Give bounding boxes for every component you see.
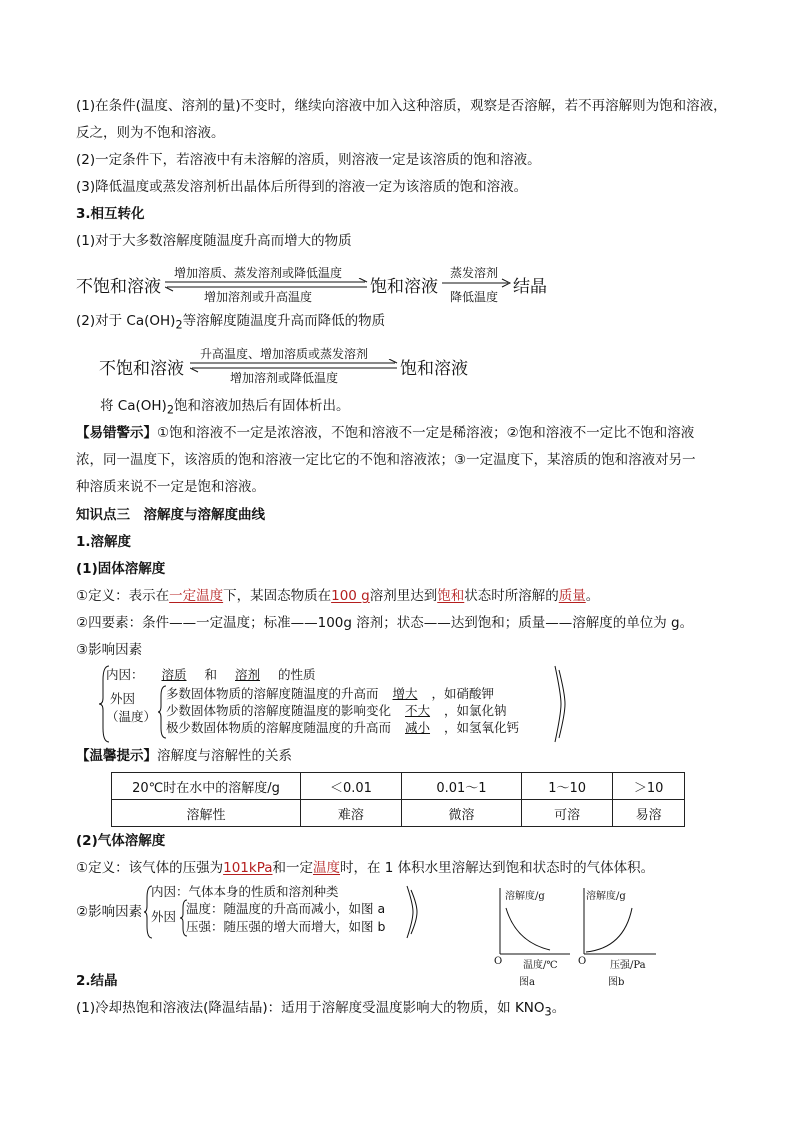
figure-b-ylabel: 溶解度/g (586, 891, 626, 902)
arrow-top-label: 升高温度、增加溶质或蒸发溶剂 (200, 347, 369, 361)
right-bracket (405, 884, 419, 940)
figure-a-caption: 图a (519, 977, 535, 988)
text-line: (1)对于大多数溶解度随温度升高而增大的物质 (76, 233, 352, 249)
arrow-bottom-label: 增加溶剂或升高温度 (204, 290, 313, 304)
warning-line: 种溶质来说不一定是饱和溶液。 (76, 479, 265, 495)
factors-label: ②影响因素 (76, 904, 143, 920)
figure-a-xlabel: 温度/℃ (523, 960, 558, 971)
right-bracket (553, 664, 567, 744)
table-cell: ＜0.01 (301, 773, 402, 800)
tip-label: 【温馨提示】 (76, 748, 157, 764)
double-arrow (190, 359, 400, 373)
arrow2-top-label: 蒸发溶剂 (450, 266, 499, 280)
text-line: ②四要素：条件——一定温度；标准——100g 溶剂；状态——达到饱和；质量——溶解度的单位为 g。 (76, 615, 694, 631)
section-heading: 知识点三 溶解度与溶解度曲线 (76, 507, 265, 523)
table-row (112, 800, 685, 827)
outer-label: 外因 (151, 909, 177, 924)
outer-factor-line: 极少数固体物质的溶解度随温度的升高而 减小 ，如氢氧化钙 (166, 720, 520, 735)
subsection-heading: 1.溶解度 (76, 534, 132, 550)
table-cell: 20℃时在水中的溶解度/g (112, 773, 301, 800)
table-cell: 溶解性 (112, 800, 301, 827)
blank-answer: 质量 (558, 588, 586, 604)
outer-label-sub: （温度） (106, 709, 157, 724)
outer-factor-line: 多数固体物质的溶解度随温度的升高而 增大 ，如硝酸钾 (166, 686, 495, 701)
table-cell: 难溶 (301, 800, 402, 827)
table-cell: 微溶 (401, 800, 521, 827)
blank-answer: 一定温度 (169, 588, 224, 604)
figure-a-ylabel: 溶解度/g (505, 891, 545, 902)
outer-factor-line: 压强：随压强的增大而增大，如图 b (186, 919, 386, 934)
double-arrow (165, 278, 370, 292)
unsaturated-solution-label: 不饱和溶液 (76, 277, 161, 297)
saturated-solution-label: 饱和溶液 (400, 359, 468, 379)
blank-answer: 100 g (331, 588, 370, 604)
arrow2-bottom-label: 降低温度 (450, 290, 499, 304)
text-line: (1)冷却热饱和溶液法(降温结晶)：适用于溶解度受温度影响大的物质，如 $KNO_3$。 (76, 1000, 566, 1019)
table-cell: ＞10 (613, 773, 685, 800)
text-line: 反之，则为不饱和溶液。 (76, 125, 225, 141)
outer-label: 外因 (110, 691, 136, 706)
subsection-heading: 2.结晶 (76, 973, 118, 989)
text-line: (2)一定条件下，若溶液中有未溶解的溶质，则溶液一定是该溶质的饱和溶液。 (76, 152, 541, 168)
crystallization-label: 结晶 (513, 277, 547, 297)
text-line: (2)对于 $Ca(OH)_2$等溶解度随温度升高而降低的物质 (76, 313, 386, 332)
figure-a-origin: O (494, 956, 503, 967)
table-cell: 可溶 (522, 800, 613, 827)
definition-line: ①定义：该气体的压强为101kPa和一定温度时，在 1 体积水里溶解达到饱和状态时的气体体积。 (76, 860, 655, 876)
text-line: (1)在条件(温度、溶剂的量)不变时，继续向溶液中加入这种溶质，观察是否溶解，若不再溶解则为饱和溶液， (76, 98, 727, 114)
arrow-top-label: 增加溶质、蒸发溶剂或降低温度 (174, 266, 343, 280)
warning-label: 【易错警示】 (76, 425, 157, 441)
inner-factor-line: 内因： 溶质 和 溶剂 的性质 (106, 667, 316, 682)
figure-b-origin: O (578, 956, 587, 967)
single-arrow (442, 277, 512, 289)
blank-answer: 101kPa (223, 860, 273, 876)
table-cell: 1～10 (522, 773, 613, 800)
warning-line: 【易错警示】①饱和溶液不一定是浓溶液，不饱和溶液不一定是稀溶液；②饱和溶液不一定比不饱和溶液 (76, 425, 695, 441)
blank-answer: 温度 (313, 860, 341, 876)
solubility-table (111, 772, 685, 827)
figure-b-xlabel: 压强/Pa (610, 960, 646, 971)
table-cell: 0.01～1 (401, 773, 521, 800)
subsection-heading: (1)固体溶解度 (76, 561, 166, 577)
inner-factor-line: 内因：气体本身的性质和溶剂种类 (151, 884, 339, 899)
section-heading: 3.相互转化 (76, 206, 145, 222)
text-line: 将 $Ca(OH)_2$饱和溶液加热后有固体析出。 (100, 398, 350, 417)
figure-b-caption: 图b (608, 977, 625, 988)
table-cell: 易溶 (613, 800, 685, 827)
unsaturated-solution-label: 不饱和溶液 (99, 359, 184, 379)
definition-line: ①定义：表示在一定温度下，某固态物质在100 g溶剂里达到饱和状态时所溶解的质量。 (76, 588, 600, 604)
outer-factor-line: 少数固体物质的溶解度随温度的影响变化 不大 ，如氯化钠 (166, 703, 507, 718)
table-row (112, 773, 685, 800)
arrow-bottom-label: 增加溶剂或降低温度 (230, 371, 339, 385)
subsection-heading: (2)气体溶解度 (76, 833, 166, 849)
outer-factor-line: 温度：随温度的升高而减小，如图 a (186, 901, 386, 916)
text-line: (3)降低温度或蒸发溶剂析出晶体后所得到的溶液一定为该溶质的饱和溶液。 (76, 179, 528, 195)
text-line: ③影响因素 (76, 642, 143, 658)
warning-line: 浓，同一温度下，该溶质的饱和溶液一定比它的不饱和溶液浓；③一定温度下，某溶质的饱和溶液对另一 (76, 452, 696, 468)
saturated-solution-label: 饱和溶液 (370, 277, 438, 297)
blank-answer: 饱和 (437, 588, 465, 604)
tip-line: 【温馨提示】溶解度与溶解性的关系 (76, 748, 292, 764)
